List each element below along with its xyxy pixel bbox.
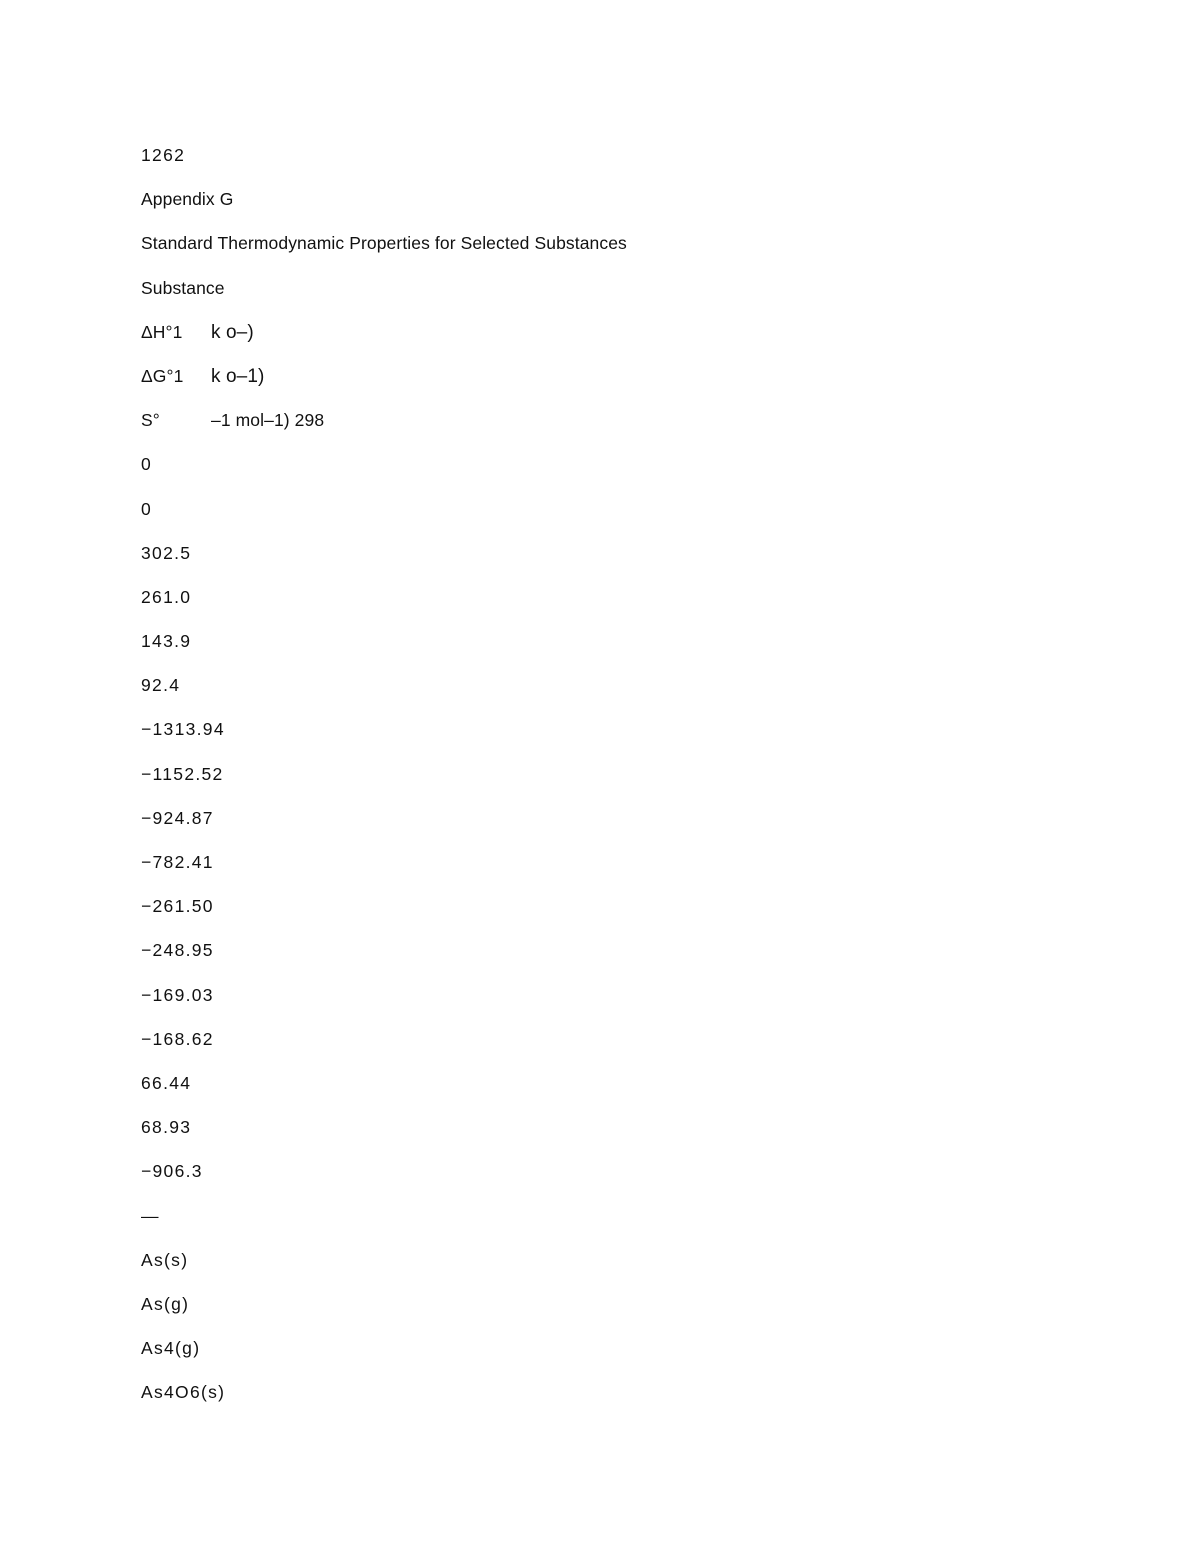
substance-line: As(g) [141,1293,190,1314]
value-line: 0 [141,454,153,475]
value-line: −248.95 [141,940,214,961]
value-line: −1313.94 [141,719,225,740]
value-line: 302.5 [141,542,192,563]
value-line: 92.4 [141,675,181,696]
column-header-gibbs [141,361,627,405]
value-line: — [141,1205,160,1226]
value-line: −1152.52 [141,763,224,784]
enthalpy-symbol: ΔH°1 [141,321,183,342]
value-line: −169.03 [141,984,214,1005]
gibbs-symbol: ΔG°1 [141,365,184,386]
table-title: Standard Thermodynamic Properties for Selected Substances [141,233,627,254]
column-header-enthalpy [141,317,627,361]
value-line: 66.44 [141,1072,192,1093]
value-line: 68.93 [141,1117,192,1138]
value-line: −782.41 [141,852,214,872]
gibbs-unit: k o–1) [211,365,265,387]
page-number: 1262 [141,145,186,165]
column-header-substance: Substance [141,277,225,298]
entropy-symbol: S° [141,410,160,431]
value-line: −168.62 [141,1028,214,1049]
substance-line: As(s) [141,1249,189,1270]
column-header-entropy [141,405,627,449]
substance-line: As4(g) [141,1338,201,1359]
enthalpy-unit: k o–) [211,321,254,343]
value-line: −261.50 [141,896,214,917]
appendix-heading: Appendix G [141,189,234,210]
text-lines [141,140,627,1421]
value-line: 143.9 [141,631,192,652]
entropy-unit: –1 mol–1) 298 [211,410,325,431]
substance-line: As4O6(s) [141,1382,226,1403]
value-line: −906.3 [141,1161,203,1182]
value-line: −924.87 [141,807,214,828]
value-line: 0 [141,498,153,519]
value-line: 261.0 [141,586,192,607]
